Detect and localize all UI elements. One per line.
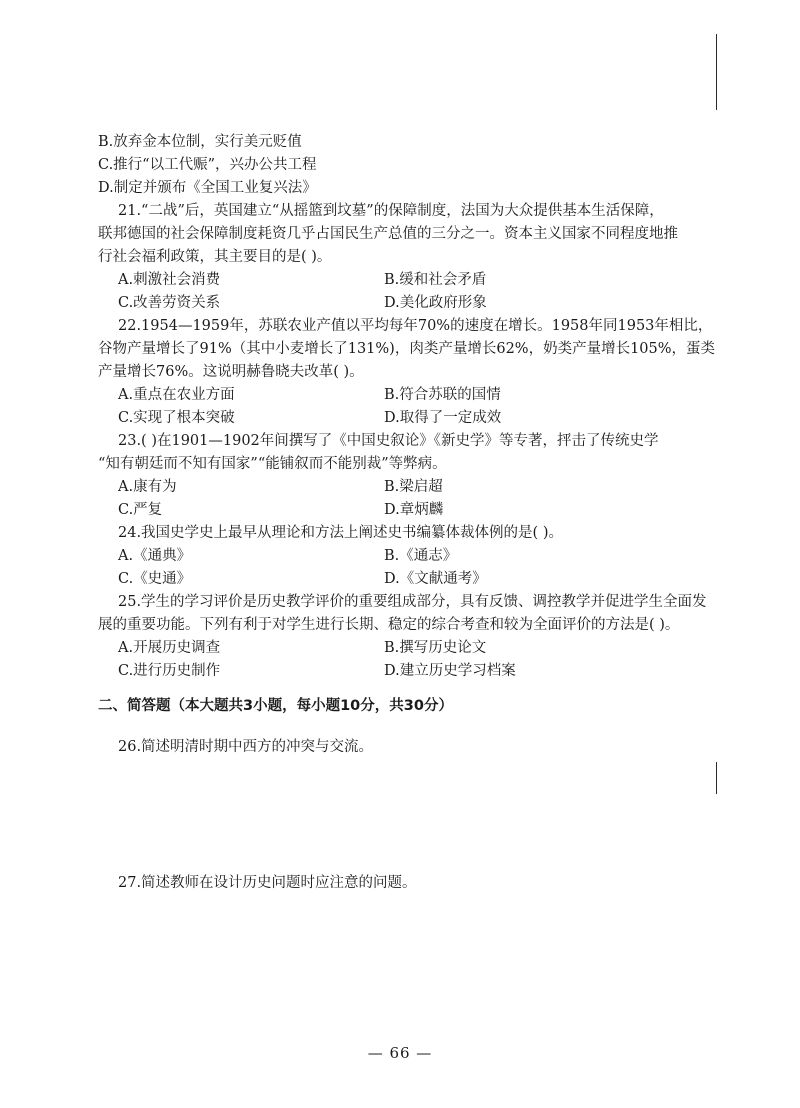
question-24 — [98, 522, 678, 591]
question-21-option-a: A.刺激社会消费 — [118, 272, 221, 288]
question-22-option-b: B.符合苏联的国情 — [384, 387, 501, 403]
question-23-option-c: C.严复 — [118, 502, 163, 518]
option-b-carry: B.放弃金本位制，实行美元贬值 — [98, 134, 302, 150]
question-24-line-1: 24.我国史学史上最早从理论和方法上阐述史书编纂体裁体例的是( )。 — [118, 525, 563, 541]
question-22-line-2: 谷物产量增长了91%（其中小麦增长了131%)，肉类产量增长62%，奶类产量增长105%，蛋类 — [98, 341, 716, 357]
question-24-option-b: B.《通志》 — [384, 548, 458, 564]
question-25-option-a: A.开展历史调查 — [118, 640, 221, 656]
question-25-line-2: 展的重要功能。下列有利于对学生进行长期、稳定的综合考查和较为全面评价的方法是( )。 — [98, 617, 680, 633]
question-22-option-a: A.重点在农业方面 — [118, 387, 235, 403]
question-23 — [98, 430, 678, 522]
question-21-line-1: 21.“二战”后，英国建立“从摇篮到坟墓”的保障制度，法国为大众提供基本生活保障， — [118, 203, 664, 219]
question-25-line-1: 25.学生的学习评价是历史教学评价的重要组成部分，具有反馈、调控教学并促进学生全面发 — [118, 594, 707, 610]
question-21-line-2: 联邦德国的社会保障制度耗资几乎占国民生产总值的三分之一。资本主义国家不同程度地推 — [98, 226, 678, 242]
margin-rule-top — [716, 34, 717, 110]
question-21-option-b: B.缓和社会矛盾 — [384, 272, 487, 288]
margin-rule-bottom — [716, 762, 717, 794]
question-24-option-c: C.《史通》 — [118, 571, 192, 587]
page-number: — 66 — — [367, 1044, 433, 1062]
question-24-option-a: A.《通典》 — [118, 548, 192, 564]
question-26: 26.简述明清时期中西方的冲突与交流。 — [118, 739, 374, 755]
section-2-title: 二、简答题（本大题共3小题，每小题10分，共30分） — [98, 698, 453, 714]
option-c-carry: C.推行“以工代赈”，兴办公共工程 — [98, 157, 317, 173]
question-23-line-1: 23.( )在1901—1902年间撰写了《中国史叙论》《新史学》等专著，抨击了传统史学 — [118, 433, 659, 449]
question-21-line-3: 行社会福利政策，其主要目的是( )。 — [98, 249, 332, 265]
question-23-option-b: B.梁启超 — [384, 479, 443, 495]
question-22-option-d: D.取得了一定成效 — [384, 410, 502, 426]
question-22-line-1: 22.1954—1959年，苏联农业产值以平均每年70%的速度在增长。1958年同1953年相比， — [118, 318, 713, 334]
question-21-option-c: C.改善劳资关系 — [118, 295, 221, 311]
exam-page-content — [98, 131, 716, 895]
question-23-option-d: D.章炳麟 — [384, 502, 444, 518]
question-24-option-d: D.《文献通考》 — [384, 571, 487, 587]
question-22-line-3: 产量增长76%。这说明赫鲁晓夫改革( )。 — [98, 364, 364, 380]
question-25-option-b: B.撰写历史论文 — [384, 640, 487, 656]
question-21-option-d: D.美化政府形象 — [384, 295, 487, 311]
question-25-option-c: C.进行历史制作 — [118, 663, 221, 679]
question-22-option-c: C.实现了根本突破 — [118, 410, 235, 426]
question-27: 27.简述教师在设计历史问题时应注意的问题。 — [118, 875, 417, 891]
question-22 — [98, 315, 716, 430]
option-d-carry: D.制定并颁布《全国工业复兴法》 — [98, 180, 317, 196]
question-23-line-2: “知有朝廷而不知有国家”“能铺叙而不能别裁”等弊病。 — [98, 456, 447, 472]
question-25-option-d: D.建立历史学习档案 — [384, 663, 516, 679]
question-21 — [98, 200, 678, 315]
question-23-option-a: A.康有为 — [118, 479, 177, 495]
question-25 — [98, 591, 707, 683]
